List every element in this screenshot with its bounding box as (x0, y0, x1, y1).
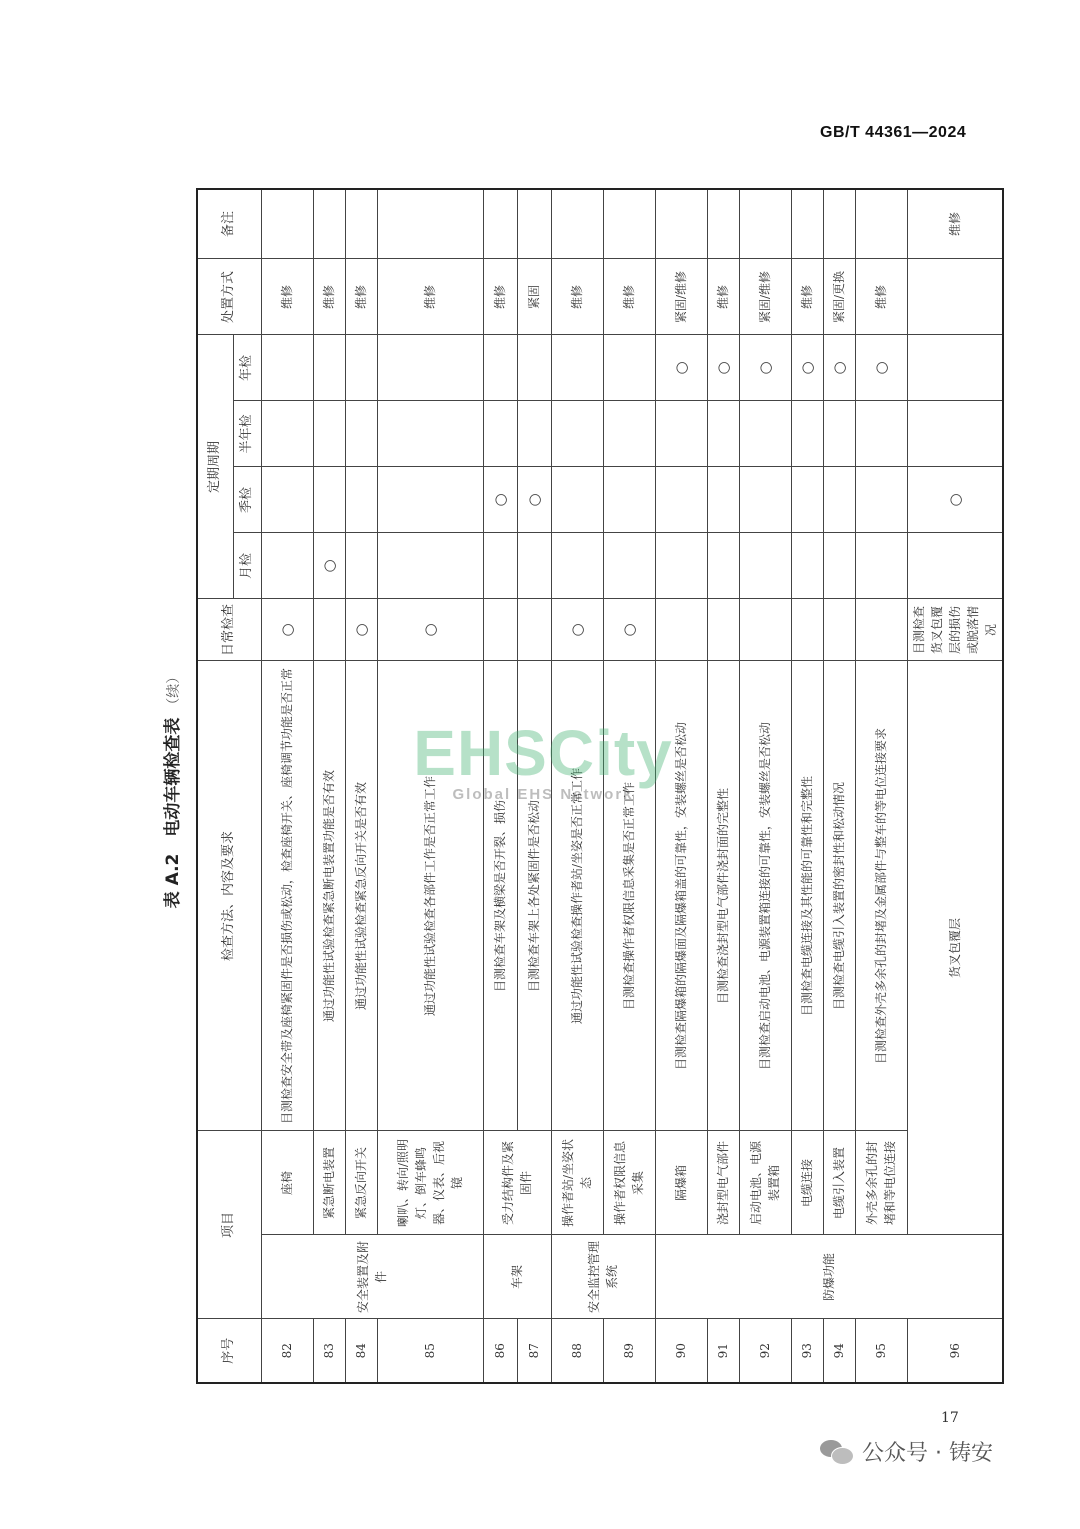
daily-mark (739, 599, 791, 661)
item-name: 外壳多余孔的封堵和等电位连接 (855, 1131, 907, 1235)
watermark-main: EHSCity (413, 717, 673, 789)
monthly-mark (377, 533, 483, 599)
annual-mark (907, 259, 1003, 335)
handling-method: 紧固/更换 (823, 259, 855, 335)
annual-mark (261, 335, 313, 401)
remark (603, 189, 655, 259)
row-number: 86 (483, 1319, 517, 1383)
row-number: 84 (345, 1319, 377, 1383)
check-method: 目测检查车架及横梁是否开裂、损伤 (483, 661, 517, 1131)
check-method: 通过功能性试验检查各部件工作是否正常工作 (377, 661, 483, 1131)
inspection-table (196, 188, 1004, 1384)
row-number: 94 (823, 1319, 855, 1383)
annual-mark (345, 335, 377, 401)
handling-method: 维修 (377, 259, 483, 335)
daily-mark: ○ (551, 599, 603, 661)
group-monitor: 安全监控管理系统 (551, 1235, 655, 1319)
handling-method: 维修 (483, 259, 517, 335)
daily-mark: ○ (345, 599, 377, 661)
quarterly-mark (551, 467, 603, 533)
monthly-mark (345, 533, 377, 599)
handling-method: 维修 (313, 259, 345, 335)
monthly-mark: ○ (907, 467, 1003, 533)
rotated-table-page (150, 194, 998, 1384)
half-year-mark (261, 401, 313, 467)
check-method: 目测检查浇封型电气部件浇封面的完整性 (707, 661, 739, 1131)
quarterly-mark (707, 467, 739, 533)
half-year-mark (855, 401, 907, 467)
handling-method: 维修 (791, 259, 823, 335)
quarterly-mark: ○ (517, 467, 551, 533)
half-year-mark (739, 401, 791, 467)
handling-method: 维修 (261, 259, 313, 335)
handling-method: 紧固/维修 (739, 259, 791, 335)
half-year-mark (551, 401, 603, 467)
table-row (791, 189, 823, 1383)
table-row (345, 189, 377, 1383)
page-number: 17 (941, 1410, 959, 1426)
monthly-mark (603, 533, 655, 599)
half-year-mark (603, 401, 655, 467)
monthly-mark (655, 533, 707, 599)
monthly-mark (823, 533, 855, 599)
handling-method: 维修 (855, 259, 907, 335)
handling-method: 维修 (907, 189, 1003, 259)
table-row (483, 189, 517, 1383)
check-method: 通过功能性试验检查操作者站/坐姿是否正常工作 (551, 661, 603, 1131)
remark (261, 189, 313, 259)
check-method: 通过功能性试验检查紧急断电装置功能是否有效 (313, 661, 345, 1131)
item-name: 紧急断电装置 (313, 1131, 345, 1235)
item-name: 紧急反向开关 (345, 1131, 377, 1235)
table-row (655, 189, 707, 1383)
row-number: 90 (655, 1319, 707, 1383)
annual-mark: ○ (707, 335, 739, 401)
check-method: 目测检查外壳多余孔的封堵及金属部件与整车的等电位连接要求 (855, 661, 907, 1131)
row-number: 88 (551, 1319, 603, 1383)
item-name: 受力结构件及紧固件 (483, 1131, 551, 1235)
check-method: 目测检查车架上各处紧固件是否松动 (517, 661, 551, 1131)
quarterly-mark (261, 467, 313, 533)
quarterly-mark (907, 401, 1003, 467)
header-item: 项目 (197, 1131, 261, 1319)
quarterly-mark (823, 467, 855, 533)
table-row (603, 189, 655, 1383)
row-number: 93 (791, 1319, 823, 1383)
check-method: 通过功能性试验检查紧急反向开关是否有效 (345, 661, 377, 1131)
remark (739, 189, 791, 259)
header-seq: 序号 (197, 1319, 261, 1383)
daily-mark (907, 533, 1003, 599)
daily-mark (855, 599, 907, 661)
handling-method: 紧固/维修 (655, 259, 707, 335)
handling-method: 紧固 (517, 259, 551, 335)
half-year-mark (907, 335, 1003, 401)
remark (377, 189, 483, 259)
header-daily: 日常检查 (197, 599, 261, 661)
half-year-mark (707, 401, 739, 467)
remark (855, 189, 907, 259)
half-year-mark (655, 401, 707, 467)
table-row (707, 189, 739, 1383)
item-name: 启动电池、电源装置箱 (739, 1131, 791, 1235)
quarterly-mark (603, 467, 655, 533)
table-row (551, 189, 603, 1383)
row-number: 82 (261, 1319, 313, 1383)
header-remarks: 备注 (197, 189, 261, 259)
quarterly-mark (377, 467, 483, 533)
monthly-mark (551, 533, 603, 599)
annual-mark (483, 335, 517, 401)
annual-mark (551, 335, 603, 401)
item-name: 电缆连接 (791, 1131, 823, 1235)
quarterly-mark (855, 467, 907, 533)
annual-mark: ○ (791, 335, 823, 401)
header-handling: 处置方式 (197, 259, 261, 335)
table-row (855, 189, 907, 1383)
daily-mark (707, 599, 739, 661)
item-name: 喇叭、转向/照明灯、倒车蜂鸣器、仪表、后视镜 (377, 1131, 483, 1235)
half-year-mark (345, 401, 377, 467)
quarterly-mark (791, 467, 823, 533)
quarterly-mark: ○ (483, 467, 517, 533)
row-number: 85 (377, 1319, 483, 1383)
annual-mark (377, 335, 483, 401)
remark (313, 189, 345, 259)
item-name: 隔爆箱 (655, 1131, 707, 1235)
daily-mark (655, 599, 707, 661)
remark (517, 189, 551, 259)
table-row (377, 189, 483, 1383)
header-periodic: 定期周期 (197, 335, 233, 599)
row-number: 95 (855, 1319, 907, 1383)
handling-method: 维修 (707, 259, 739, 335)
check-method: 目测检查货叉包覆层的损伤或脱落情况 (907, 599, 1003, 661)
annual-mark: ○ (655, 335, 707, 401)
table-row (739, 189, 791, 1383)
row-number: 92 (739, 1319, 791, 1383)
header-method: 检查方法、内容及要求 (197, 661, 261, 1131)
item-name: 操作者站/坐姿状态 (551, 1131, 603, 1235)
monthly-mark (517, 533, 551, 599)
footer-brand-text: 公众号 · 铸安 (862, 1441, 993, 1466)
group-frame: 车架 (483, 1235, 551, 1319)
item-name: 浇封型电气部件 (707, 1131, 739, 1235)
daily-mark: ○ (261, 599, 313, 661)
daily-mark (483, 599, 517, 661)
monthly-mark (739, 533, 791, 599)
handling-method: 维修 (603, 259, 655, 335)
table-caption-title: 表 A.2 电动车辆检查表 (163, 717, 183, 909)
daily-mark (517, 599, 551, 661)
remark (791, 189, 823, 259)
table-caption (150, 194, 196, 1384)
item-name: 座椅 (261, 1131, 313, 1235)
daily-mark (313, 599, 345, 661)
half-year-mark (823, 401, 855, 467)
daily-mark (823, 599, 855, 661)
monthly-mark (855, 533, 907, 599)
handling-method: 维修 (345, 259, 377, 335)
check-method: 目测检查隔爆箱的隔爆面及隔爆箱盖的可靠性，安装螺丝是否松动 (655, 661, 707, 1131)
monthly-mark (791, 533, 823, 599)
row-number: 87 (517, 1319, 551, 1383)
daily-mark: ○ (603, 599, 655, 661)
row-number: 91 (707, 1319, 739, 1383)
check-method: 目测检查操作者权限信息采集是否正常工作 (603, 661, 655, 1131)
item-name: 货叉包覆层 (907, 661, 1003, 1235)
daily-mark (791, 599, 823, 661)
monthly-mark (483, 533, 517, 599)
row-number: 89 (603, 1319, 655, 1383)
remark (823, 189, 855, 259)
annual-mark (517, 335, 551, 401)
quarterly-mark (655, 467, 707, 533)
annual-mark (313, 335, 345, 401)
half-year-mark (791, 401, 823, 467)
group-safety: 安全装置及附件 (261, 1235, 483, 1319)
quarterly-mark (739, 467, 791, 533)
watermark-sub: Global EHS Network (452, 786, 634, 803)
check-method: 目测检查电缆连接及其性能的可靠性和完整性 (791, 661, 823, 1131)
remark (707, 189, 739, 259)
item-name: 电缆引入装置 (823, 1131, 855, 1235)
monthly-mark (707, 533, 739, 599)
wechat-icon (820, 1438, 854, 1466)
row-number: 83 (313, 1319, 345, 1383)
annual-mark (603, 335, 655, 401)
half-year-mark (313, 401, 345, 467)
header-quarterly: 季检 (233, 467, 261, 533)
annual-mark: ○ (823, 335, 855, 401)
remark (345, 189, 377, 259)
check-method: 目测检查电缆引入装置的密封性和松动情况 (823, 661, 855, 1131)
header-annual: 年检 (233, 335, 261, 401)
half-year-mark (517, 401, 551, 467)
table-row (313, 189, 345, 1383)
item-name: 操作者权限信息采集 (603, 1131, 655, 1235)
handling-method: 维修 (551, 259, 603, 335)
quarterly-mark (345, 467, 377, 533)
half-year-mark (483, 401, 517, 467)
standard-code: GB/T 44361—2024 (820, 124, 967, 141)
remark (551, 189, 603, 259)
monthly-mark (261, 533, 313, 599)
table-row (823, 189, 855, 1383)
remark (655, 189, 707, 259)
group-explosion: 防爆功能 (655, 1235, 1003, 1319)
table-row (261, 189, 313, 1383)
row-number: 96 (907, 1319, 1003, 1383)
table-row (907, 189, 1003, 1383)
table-caption-continued: （续） (166, 669, 182, 712)
check-method: 目测检查启动电池、电源装置箱连接的可靠性，安装螺丝是否松动 (739, 661, 791, 1131)
footer-brand (820, 1436, 993, 1467)
half-year-mark (377, 401, 483, 467)
check-method: 目测检查安全带及座椅紧固件是否损伤或松动，检查座椅开关、座椅调节功能是否正常 (261, 661, 313, 1131)
annual-mark: ○ (739, 335, 791, 401)
header-half-year: 半年检 (233, 401, 261, 467)
quarterly-mark (313, 467, 345, 533)
daily-mark: ○ (377, 599, 483, 661)
remark (483, 189, 517, 259)
monthly-mark: ○ (313, 533, 345, 599)
annual-mark: ○ (855, 335, 907, 401)
header-monthly: 月检 (233, 533, 261, 599)
